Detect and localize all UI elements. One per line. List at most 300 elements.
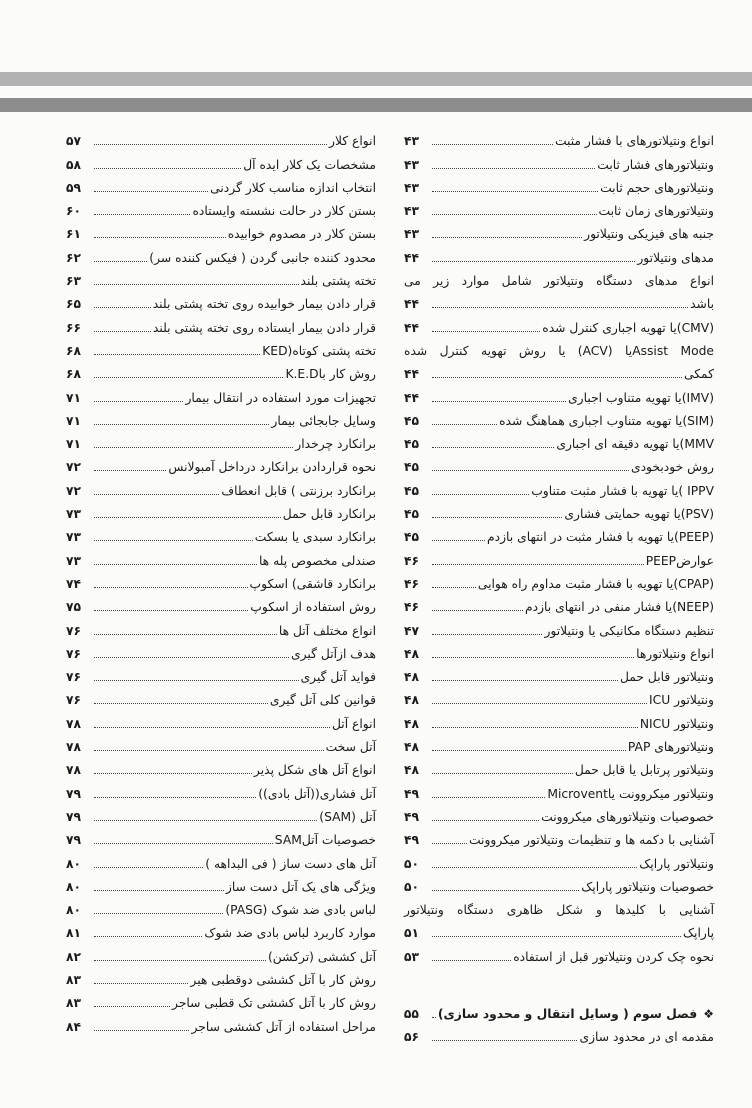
toc-entry-title: نحوه چک کردن ونتیلاتور قبل از استفاده xyxy=(513,949,714,964)
toc-entry-title: محدود کننده جانبی گردن ( فیکس کننده سر) xyxy=(149,250,376,265)
toc-entry-page: ۴۸ xyxy=(404,693,420,708)
toc-entry-title: وسایل جابجائی بیمار xyxy=(271,413,376,428)
toc-entry-title: (SIM)یا تهویه متناوب اجباری هماهنگ شده xyxy=(499,413,714,428)
toc-entry xyxy=(404,778,714,801)
toc-entry-page: ۷۳ xyxy=(66,530,82,545)
toc-entry xyxy=(66,266,376,289)
toc-entry-page: ۵۵ xyxy=(403,1006,419,1021)
toc-entry-page: ۷۲ xyxy=(66,483,82,498)
toc-entry-title: (CPAP)یا تهویه با فشار مثبت مداوم راه هوایی xyxy=(477,576,714,591)
toc-entry-title: نحوه قراردادن برانکارد درداخل آمبولانس xyxy=(168,460,376,475)
toc-leader-dots xyxy=(432,890,579,891)
toc-entry xyxy=(66,639,376,662)
toc-leader-dots xyxy=(432,331,540,332)
toc-entry-page: ۸۳ xyxy=(66,996,82,1011)
toc-leader-dots xyxy=(94,1006,170,1007)
toc-entry xyxy=(404,592,714,615)
toc-entry xyxy=(66,196,376,219)
toc-leader-dots xyxy=(432,750,626,751)
toc-leader-dots xyxy=(94,424,269,425)
toc-entry xyxy=(66,312,376,335)
toc-entry-title: آتل سخت xyxy=(325,740,376,755)
toc-entry xyxy=(66,569,376,592)
toc-entry-title: انتخاب اندازه مناسب کلار گردنی xyxy=(210,180,376,195)
toc-leader-dots xyxy=(94,843,273,844)
toc-leader-dots xyxy=(432,377,682,378)
toc-entry-page: ۴۸ xyxy=(404,740,420,755)
toc-entry-title: روش خودبخودی xyxy=(630,460,714,475)
toc-entry xyxy=(404,708,714,731)
toc-leader-dots xyxy=(94,494,219,495)
toc-entry xyxy=(404,1022,714,1045)
toc-entry-page: ۸۴ xyxy=(66,1019,82,1034)
toc-entry-page: ۷۸ xyxy=(66,740,82,755)
toc-entry xyxy=(404,242,714,265)
toc-leader-dots xyxy=(94,890,224,891)
toc-leader-dots xyxy=(432,843,467,844)
toc-entry-page: ۴۷ xyxy=(404,623,420,638)
toc-entry-title: هدف ازآتل گیری xyxy=(291,646,376,661)
toc-leader-dots xyxy=(432,727,638,728)
toc-entry xyxy=(66,242,376,265)
toc-entry xyxy=(66,662,376,685)
toc-entry-page: ۴۳ xyxy=(404,204,420,219)
toc-leader-dots xyxy=(432,680,618,681)
toc-leader-dots xyxy=(94,191,208,192)
toc-entry-title: برانکارد قاشقی) اسکوپ xyxy=(249,576,376,591)
toc-entry-title: ویژگی های یک آتل دست ساز xyxy=(225,879,376,894)
toc-entry-page: ۴۹ xyxy=(404,833,420,848)
toc-entry-title: (PSV)یا تهویه حمایتی فشاری xyxy=(564,507,714,522)
toc-entry-title: موارد کاربرد لباس بادی ضد شوک xyxy=(204,926,376,941)
toc-entry xyxy=(66,708,376,731)
toc-entry-title: ونتیلاتور ICU xyxy=(649,693,714,708)
toc-entry xyxy=(66,732,376,755)
toc-entry-title: ونتیلاتور قابل حمل xyxy=(619,670,714,685)
toc-leader-dots xyxy=(432,191,598,192)
toc-entry-title: آشنایی با دکمه ها و تنظیمات ونتیلاتور میکروونت xyxy=(468,833,714,848)
toc-entry-title: خصوصیات آتلSAM xyxy=(274,833,376,848)
toc-entry xyxy=(404,941,714,964)
toc-leader-dots xyxy=(94,540,253,541)
toc-entry xyxy=(66,126,376,149)
toc-leader-dots xyxy=(432,401,566,402)
toc-leader-dots xyxy=(432,960,511,961)
toc-entry-page: ۶۶ xyxy=(66,320,82,335)
toc-entry xyxy=(404,219,714,242)
toc-entry-page: ۸۰ xyxy=(66,856,82,871)
toc-entry-title: برانکارد برزنتی ) قابل انعطاف xyxy=(221,483,376,498)
toc-right-column xyxy=(404,126,714,1045)
toc-entry-title: (IMV)یا تهویه متناوب اجباری xyxy=(568,390,714,405)
toc-entry-page: ۴۸ xyxy=(404,646,420,661)
toc-entry xyxy=(404,196,714,219)
toc-entry-page: ۷۴ xyxy=(66,576,82,591)
toc-entry-title: ونتیلاتور پاراپک xyxy=(639,856,714,871)
toc-gap xyxy=(404,965,714,999)
toc-entry-page: ۴۳ xyxy=(404,180,420,195)
toc-entry-page: ۸۳ xyxy=(66,972,82,987)
toc-entry-page: ۷۲ xyxy=(66,460,82,475)
toc-entry xyxy=(66,336,376,359)
toc-entry-page: ۵۳ xyxy=(404,949,420,964)
toc-entry xyxy=(66,965,376,988)
toc-entry-page: ۷۶ xyxy=(66,646,82,661)
toc-entry xyxy=(66,219,376,242)
toc-leader-dots xyxy=(432,540,485,541)
toc-entry-page: ۶۰ xyxy=(66,204,82,219)
toc-entry-page: ۴۸ xyxy=(404,763,420,778)
toc-entry-title: مراحل استفاده از آتل کششی ساجر xyxy=(191,1019,376,1034)
toc-entry xyxy=(66,778,376,801)
toc-left-column xyxy=(66,126,376,1035)
toc-leader-dots xyxy=(432,657,634,658)
toc-entry xyxy=(404,662,714,685)
toc-entry-title: قرار دادن بیمار خوابیده روی تخته پشتی بلند xyxy=(152,297,376,312)
toc-leader-dots xyxy=(432,703,647,704)
toc-leader-dots xyxy=(432,307,688,308)
toc-entry-title: تخته پشتی بلند xyxy=(300,274,376,289)
toc-entry-page: ۷۱ xyxy=(66,437,82,452)
toc-entry-title: آتل های دست ساز ( فی البداهه ) xyxy=(205,856,376,871)
toc-entry xyxy=(66,1011,376,1034)
toc-leader-dots xyxy=(432,494,529,495)
toc-entry xyxy=(66,755,376,778)
toc-entry xyxy=(404,569,714,592)
toc-entry-page: ۷۳ xyxy=(66,553,82,568)
toc-leader-dots xyxy=(94,470,166,471)
toc-entry xyxy=(404,825,714,848)
toc-entry-page: ۶۸ xyxy=(66,367,82,382)
toc-entry-title: Assist Modeیا (ACV) یا روش تهویه کنترل شده xyxy=(404,343,714,358)
toc-entry xyxy=(404,429,714,452)
toc-entry-title: انواع ونتیلاتورهای با فشار مثبت xyxy=(554,134,714,149)
toc-entry xyxy=(66,918,376,941)
toc-entry xyxy=(404,382,714,405)
toc-entry-page: ۴۶ xyxy=(404,600,420,615)
toc-entry xyxy=(66,499,376,522)
toc-leader-dots xyxy=(94,750,324,751)
toc-leader-dots xyxy=(432,867,637,868)
toc-leader-dots xyxy=(432,517,562,518)
toc-entry-page: ۷۸ xyxy=(66,716,82,731)
toc-entry-title: روش کار با آتل کششی تک قطبی ساجر xyxy=(172,996,376,1011)
toc-entry-title: قرار دادن بیمار ایستاده روی تخته پشتی بلند xyxy=(152,320,376,335)
toc-entry xyxy=(404,452,714,475)
toc-entry-title: برانکارد چرخدار xyxy=(295,437,376,452)
toc-entry xyxy=(404,522,714,545)
toc-entry-page: ۶۳ xyxy=(66,274,82,289)
toc-entry-title: آشنایی با کلیدها و شکل ظاهری دستگاه ونتیلاتور xyxy=(404,903,714,918)
toc-leader-dots xyxy=(432,820,539,821)
toc-entry-page: ۷۶ xyxy=(66,670,82,685)
toc-leader-dots xyxy=(94,377,283,378)
toc-entry-page: ۴۴ xyxy=(404,320,420,335)
toc-entry-page: ۴۴ xyxy=(404,297,420,312)
toc-entry-title: خصوصیات ونتیلاتور پاراپک xyxy=(581,879,714,894)
toc-entry-title: (PEEP)یا تهویه با فشار مثبت در انتهای بازدم xyxy=(487,530,714,545)
toc-entry-title: ونتیلاتور میکروونت یاMicrovent xyxy=(547,786,714,801)
toc-entry-page: ۴۳ xyxy=(404,157,420,172)
toc-entry-title: روش کار با آتل کششی دوقطبی هیر xyxy=(190,972,376,987)
toc-entry-title: ونتیلاتورهای فشار ثابت xyxy=(597,157,714,172)
toc-leader-dots xyxy=(94,284,299,285)
toc-entry xyxy=(66,452,376,475)
toc-leader-dots xyxy=(432,773,573,774)
toc-entry xyxy=(404,895,714,918)
toc-entry-page: ۷۱ xyxy=(66,390,82,405)
toc-entry xyxy=(404,336,714,359)
toc-leader-dots xyxy=(94,214,190,215)
toc-entry xyxy=(404,732,714,755)
toc-leader-dots xyxy=(94,401,183,402)
toc-entry xyxy=(66,685,376,708)
toc-entry-title: باشد xyxy=(690,297,714,312)
toc-entry xyxy=(404,545,714,568)
toc-leader-dots xyxy=(432,610,523,611)
toc-entry-title: مقدمه ای در محدود سازی xyxy=(579,1030,714,1045)
toc-leader-dots xyxy=(432,564,644,565)
toc-entry xyxy=(66,475,376,498)
toc-entry-page: ۴۶ xyxy=(404,576,420,591)
toc-entry xyxy=(66,382,376,405)
toc-entry-page: ۶۸ xyxy=(66,343,82,358)
toc-entry-title: آتل فشاری((آتل بادی)) xyxy=(258,786,376,801)
toc-entry-title: فواید آتل گیری xyxy=(300,670,376,685)
toc-entry-page: ۸۰ xyxy=(66,903,82,918)
toc-leader-dots xyxy=(94,983,188,984)
toc-entry xyxy=(404,685,714,708)
toc-leader-dots xyxy=(94,1030,189,1031)
toc-leader-dots xyxy=(432,261,635,262)
toc-entry-page: ۷۱ xyxy=(66,413,82,428)
toc-leader-dots xyxy=(94,144,327,145)
diamond-flower-icon: ❖ xyxy=(703,1006,714,1021)
toc-entry xyxy=(404,802,714,825)
toc-entry-title: جنبه های فیزیکی ونتیلاتور xyxy=(584,227,714,242)
toc-entry-title: انواع ونتیلاتورها xyxy=(636,646,714,661)
toc-entry-page: ۴۴ xyxy=(404,367,420,382)
toc-leader-dots xyxy=(94,517,281,518)
toc-leader-dots xyxy=(94,960,266,961)
toc-leader-dots xyxy=(432,634,542,635)
toc-entry xyxy=(404,359,714,382)
toc-entry-page: ۴۹ xyxy=(404,786,420,801)
toc-entry-title: کمکی xyxy=(683,367,714,382)
toc-entry xyxy=(404,872,714,895)
toc-leader-dots xyxy=(94,331,151,332)
toc-entry-page: ۶۵ xyxy=(66,297,82,312)
toc-entry xyxy=(66,825,376,848)
toc-entry-title: انواع کلار xyxy=(329,134,376,149)
toc-entry-title: MMV)یا تهویه دقیقه ای اجباری xyxy=(556,437,714,452)
toc-entry-title: بستن کلار در حالت نشسته وایستاده xyxy=(192,204,376,219)
toc-entry-title: ونتیلاتور پرتابل یا قابل حمل xyxy=(574,763,714,778)
toc-entry-title: آتل کششی (ترکشن) xyxy=(267,949,376,964)
toc-entry-title: مشخصات یک کلار ایده آل xyxy=(243,157,376,172)
toc-entry-page: ۴۳ xyxy=(404,227,420,242)
toc-entry-page: ۴۴ xyxy=(404,390,420,405)
toc-leader-dots xyxy=(94,680,299,681)
toc-leader-dots xyxy=(94,913,223,914)
toc-entry-page: ۵۰ xyxy=(404,879,420,894)
toc-entry-page: ۴۸ xyxy=(404,670,420,685)
toc-entry-page: ۶۲ xyxy=(66,250,82,265)
toc-leader-dots xyxy=(94,307,151,308)
toc-entry-page: ۸۱ xyxy=(66,926,82,941)
toc-entry-title: آتل (SAM) xyxy=(319,809,376,824)
toc-entry xyxy=(404,149,714,172)
toc-entry-title: لباس بادی ضد شوک (PASG) xyxy=(225,903,376,918)
toc-leader-dots xyxy=(432,1017,436,1018)
toc-entry-page: ۷۸ xyxy=(66,763,82,778)
toc-entry-title: بستن کلار در مصدوم خوابیده xyxy=(227,227,376,242)
toc-entry xyxy=(404,639,714,662)
toc-entry-page: ۸۰ xyxy=(66,879,82,894)
toc-leader-dots xyxy=(432,168,595,169)
toc-entry-page: ۴۵ xyxy=(404,530,420,545)
toc-leader-dots xyxy=(432,237,582,238)
toc-leader-dots xyxy=(94,936,202,937)
toc-leader-dots xyxy=(94,867,203,868)
toc-entry xyxy=(404,918,714,941)
toc-entry-title: پاراپک xyxy=(683,926,714,941)
toc-entry-title: فصل سوم ( وسایل انتقال و محدود سازی) xyxy=(437,1006,698,1021)
toc-entry-page: ۷۳ xyxy=(66,507,82,522)
toc-entry-page: ۵۶ xyxy=(404,1030,420,1045)
toc-entry xyxy=(404,173,714,196)
toc-entry xyxy=(66,872,376,895)
toc-leader-dots xyxy=(94,610,248,611)
toc-entry-page: ۴۵ xyxy=(404,507,420,522)
toc-entry-page: ۷۵ xyxy=(66,600,82,615)
toc-entry-page: ۷۶ xyxy=(66,623,82,638)
toc-entry xyxy=(66,429,376,452)
toc-entry-page: ۷۶ xyxy=(66,693,82,708)
toc-leader-dots xyxy=(94,703,268,704)
toc-entry xyxy=(66,149,376,172)
toc-entry-title: صندلی مخصوص پله ها xyxy=(258,553,376,568)
toc-leader-dots xyxy=(432,797,545,798)
toc-entry-title: انواع مدهای دستگاه ونتیلاتور شامل موارد زیر می xyxy=(404,274,714,289)
toc-entry-title: (NEEP)یا فشار منفی در انتهای بازدم xyxy=(525,600,714,615)
toc-leader-dots xyxy=(94,447,293,448)
toc-entry xyxy=(66,615,376,638)
toc-entry-page: ۵۹ xyxy=(66,180,82,195)
toc-entry-page: ۴۳ xyxy=(404,134,420,149)
toc-entry xyxy=(404,755,714,778)
toc-entry xyxy=(404,615,714,638)
toc-leader-dots xyxy=(432,470,629,471)
toc-entry xyxy=(404,126,714,149)
toc-entry xyxy=(404,406,714,429)
toc-entry xyxy=(66,173,376,196)
toc-entry-page: ۵۰ xyxy=(404,856,420,871)
toc-entry-title: تخته پشتی کوتاه(KED xyxy=(262,343,376,358)
toc-entry-title: عوارضPEEP xyxy=(645,553,714,568)
toc-leader-dots xyxy=(94,797,256,798)
toc-entry-page: ۴۴ xyxy=(404,250,420,265)
toc-entry-page: ۴۶ xyxy=(404,553,420,568)
toc-entry-page: ۶۱ xyxy=(66,227,82,242)
toc-entry-page: ۷۹ xyxy=(66,786,82,801)
toc-entry xyxy=(66,545,376,568)
header-band-dark xyxy=(0,98,752,112)
toc-leader-dots xyxy=(432,1040,577,1041)
toc-entry-title: مدهای ونتیلاتور xyxy=(637,250,714,265)
toc-entry xyxy=(66,359,376,382)
toc-entry xyxy=(66,848,376,871)
toc-entry xyxy=(404,499,714,522)
toc-leader-dots xyxy=(94,657,289,658)
toc-entry-page: ۴۵ xyxy=(404,460,420,475)
toc-entry xyxy=(404,848,714,871)
toc-entry-page: ۵۸ xyxy=(66,157,82,172)
toc-entry-title: ونتیلاتورهای زمان ثابت xyxy=(598,204,714,219)
toc-entry-title: ونتیلاتورهای حجم ثابت xyxy=(600,180,714,195)
toc-leader-dots xyxy=(94,634,277,635)
toc-leader-dots xyxy=(94,237,226,238)
toc-leader-dots xyxy=(94,820,317,821)
toc-entry-page: ۵۷ xyxy=(66,134,82,149)
toc-entry-page: ۷۹ xyxy=(66,833,82,848)
toc-entry-page: ۷۹ xyxy=(66,809,82,824)
toc-entry-title: انواع آتل های شکل پذیر xyxy=(253,763,376,778)
toc-leader-dots xyxy=(432,447,554,448)
toc-entry-title: (CMV)یا تهویه اجباری کنترل شده xyxy=(542,320,714,335)
toc-entry xyxy=(66,406,376,429)
toc-entry xyxy=(66,895,376,918)
toc-entry xyxy=(404,312,714,335)
toc-entry-page: ۴۸ xyxy=(404,716,420,731)
toc-leader-dots xyxy=(94,727,330,728)
toc-leader-dots xyxy=(432,214,597,215)
toc-entry-title: قوانین کلی آتل گیری xyxy=(269,693,376,708)
toc-entry xyxy=(66,941,376,964)
toc-entry-page: ۵۱ xyxy=(404,926,420,941)
toc-entry-title: روش کار باK.E.D xyxy=(285,367,376,382)
toc-leader-dots xyxy=(432,424,497,425)
toc-leader-dots xyxy=(432,587,476,588)
toc-leader-dots xyxy=(94,261,147,262)
toc-entry xyxy=(66,988,376,1011)
toc-entry-title: خصوصیات ونتیلاتورهای میکروونت xyxy=(541,809,714,824)
toc-entry xyxy=(66,522,376,545)
toc-entry xyxy=(404,289,714,312)
toc-entry-title: ونتیلاتورهای PAP xyxy=(627,740,714,755)
toc-entry-page: ۴۵ xyxy=(404,483,420,498)
toc-leader-dots xyxy=(432,144,553,145)
toc-entry-title: تنظیم دستگاه مکانیکی یا ونتیلاتور xyxy=(544,623,714,638)
toc-leader-dots xyxy=(94,354,260,355)
toc-entry-page: ۴۵ xyxy=(404,413,420,428)
toc-entry-page: ۴۹ xyxy=(404,809,420,824)
toc-entry xyxy=(404,999,714,1022)
toc-entry xyxy=(404,475,714,498)
toc-entry xyxy=(404,266,714,289)
toc-entry xyxy=(66,802,376,825)
toc-entry-title: برانکارد سبدی یا بسکت xyxy=(254,530,376,545)
toc-entry xyxy=(66,592,376,615)
toc-entry-title: روش استفاده از اسکوپ xyxy=(250,600,376,615)
toc-leader-dots xyxy=(94,168,241,169)
toc-entry-title: انواع مختلف آتل ها xyxy=(278,623,376,638)
toc-entry xyxy=(66,289,376,312)
toc-entry-title: برانکارد قابل حمل xyxy=(282,507,376,522)
toc-leader-dots xyxy=(94,587,248,588)
toc-leader-dots xyxy=(94,564,257,565)
toc-entry-page: ۸۲ xyxy=(66,949,82,964)
